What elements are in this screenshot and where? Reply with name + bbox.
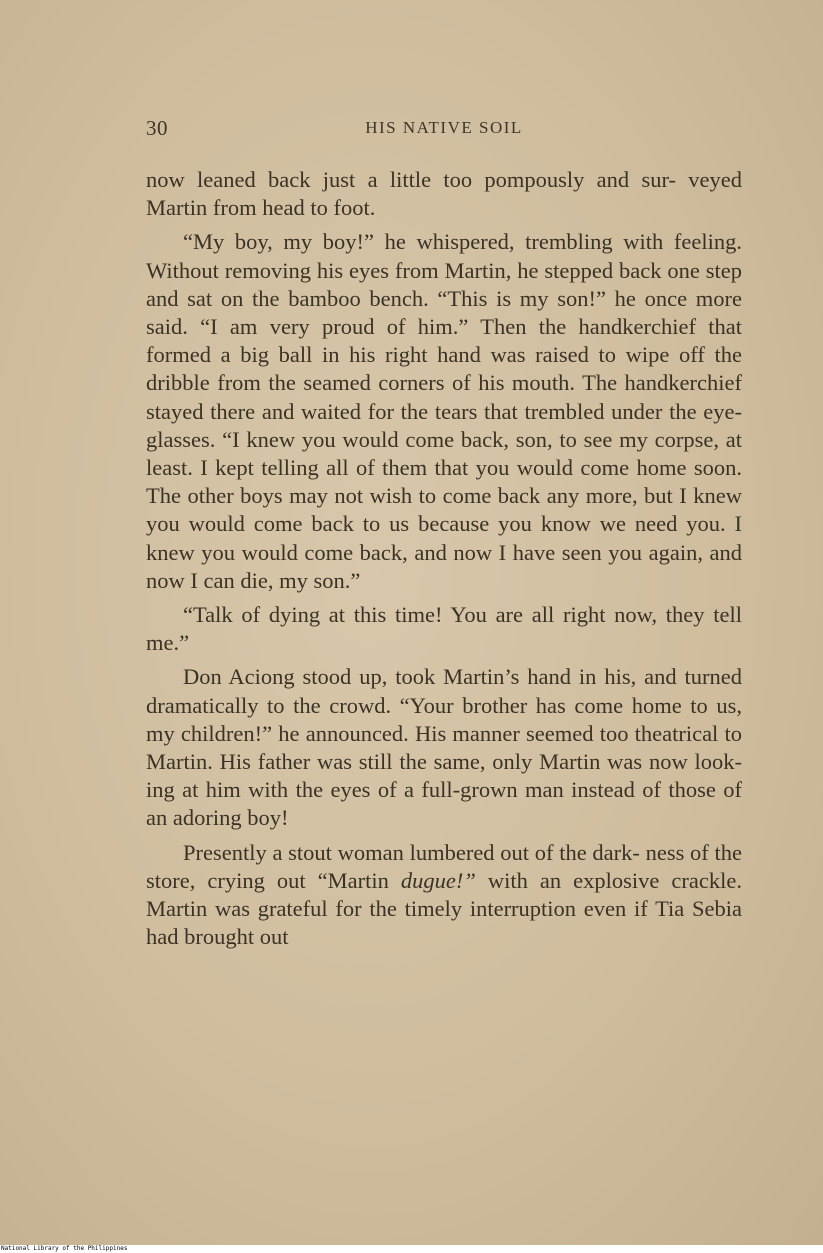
text-segment: with an explosive crackle. Martin was grateful for the timely interruption even if Tia Sebia had brought out — [146, 867, 742, 950]
footer-strip — [0, 1245, 823, 1253]
running-head — [146, 116, 742, 140]
text-segment: “Talk of dying at this time! You are all right now, they tell me.” — [146, 602, 742, 656]
text-segment: Don Aciong stood up, took Martin’s hand in his, and turned dramatically to the crowd. “Your brother has come home to us, my children!” he announced. His manner seemed too theatrical to Martin. His father was still the same, only Martin was now look- ing at him with the eyes of a full-grown man instead of those of an adoring boy! — [146, 664, 742, 831]
paragraph — [146, 166, 742, 222]
body-text — [146, 166, 742, 957]
running-title: HIS NATIVE SOIL — [365, 118, 523, 137]
paragraph — [146, 839, 742, 952]
text-segment: “My boy, my boy!” he whispered, trembling with feeling. Without removing his eyes from Martin, he stepped back one step and sat on the bamboo bench. “This is my son!” he once more said. “I am very proud of him.” Then the handkerchief that formed a big ball in his right hand was raised to wipe off the dribble from the seamed corners of his mouth. The handkerchief stayed there and waited for the tears that trembled under the eye-glasses. “I knew you would come back, son, to see my corpse, at least. I kept telling all of them that you would come home soon. The other boys may not wish to come back any more, but I knew you would come back to us because you know we need you. I knew you would come back, and now I have seen you again, and now I can die, my son.” — [146, 229, 742, 593]
library-credit: National Library of the Philippines — [1, 1245, 128, 1252]
text-segment: Presently a stout woman lumbered out of the dark- ness of the store, crying out “Martin — [146, 839, 742, 893]
paragraph — [146, 228, 742, 595]
paragraph — [146, 601, 742, 657]
page-number: 30 — [146, 116, 168, 140]
italic-text: dugue!” — [400, 867, 476, 893]
paragraph — [146, 663, 742, 832]
text-segment: now leaned back just a little too pompously and sur- veyed Martin from head to foot. — [146, 167, 742, 221]
